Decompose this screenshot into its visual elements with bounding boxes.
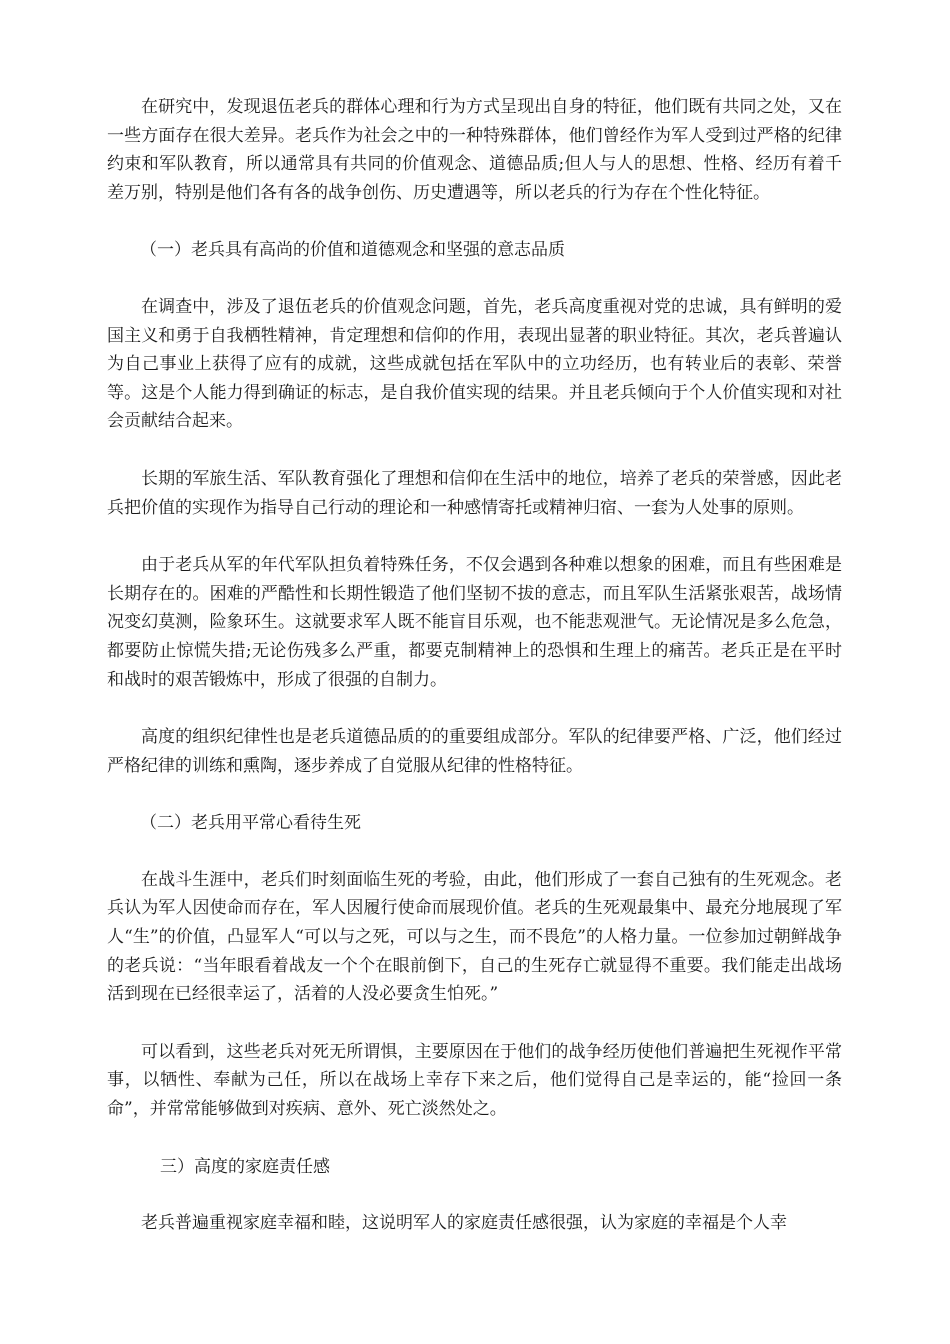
- paragraph-fearless: 可以看到，这些老兵对死无所谓惧，主要原因在于他们的战争经历使他们普遍把生死视作平常事，以牺性、奉献为己任，所以在战场上幸存下来之后，他们觉得自己是幸运的，能“捡回一条命”，并常常能够做到对疾病、意外、死亡淡然处之。: [107, 1041, 842, 1120]
- paragraph-willpower: 由于老兵从军的年代军队担负着特殊任务，不仅会遇到各种难以想象的困难，而且有些困难是长期存在的。困难的严酷性和长期性锻造了他们坚韧不拔的意志，而且军队生活紧张艰苦，战场情况变幻莫测，险象环生。这就要求军人既不能盲目乐观，也不能悲观泄气。无论情况是多么危急，都要防止惊慌失措;无论伤残多么严重，都要克制精神上的恐惧和生理上的痛苦。老兵正是在平时和战时的艰苦锻炼中，形成了很强的自制力。: [107, 555, 842, 690]
- paragraph-values: 在调查中，涉及了退伍老兵的价值观念问题，首先，老兵高度重视对党的忠诚，具有鲜明的爱国主义和勇于自我栖牲精神，肯定理想和信仰的作用，表现出显著的职业特征。其次，老兵普遍认为自己事业上获得了应有的成就，这些成就包括在军队中的立功经历，也有转业后的表彰、荣誉等。这是个人能力得到确证的标志，是自我价值实现的结果。并且老兵倾向于个人价值实现和对社会贡献结合起来。: [107, 296, 842, 432]
- section-heading-2: （二）老兵用平常心看待生死: [140, 813, 361, 834]
- paragraph-discipline: 高度的组织纪律性也是老兵道德品质的的重要组成部分。军队的纪律要严格、广泛，他们经过严格纪律的训练和熏陶，逐步养成了自觉服从纪律的性格特征。: [107, 727, 842, 776]
- section-heading-1: （一）老兵具有高尚的价值和道德观念和坚强的意志品质: [140, 240, 565, 261]
- paragraph-family: 老兵普遍重视家庭幸福和睦，这说明军人的家庭责任感很强，认为家庭的幸福是个人幸: [141, 1213, 787, 1234]
- paragraph-intro: 在研究中，发现退伍老兵的群体心理和行为方式呈现出自身的特征，他们既有共同之处，又在一些方面存在很大差异。老兵作为社会之中的一种特殊群体，他们曾经作为军人受到过严格的纪律约束和军队教育，所以通常具有共同的价值观念、道德品质;但人与人的思想、性格、经历有着千差万别，特别是他们各有各的战争创伤、历史遭遇等，所以老兵的行为存在个性化特征。: [107, 97, 842, 203]
- paragraph-life-death: 在战斗生涯中，老兵们时刻面临生死的考验，由此，他们形成了一套自己独有的生死观念。老兵认为军人因使命而存在，军人因履行使命而展现价值。老兵的生死观最集中、最充分地展现了军人“生”的价值，凸显军人“可以与之死，可以与之生，而不畏危”的人格力量。一位参加过朝鲜战争的老兵说：“当年眼看着战友一个个在眼前倒下，自己的生死存亡就显得不重要。我们能走出战场活到现在已经很幸运了，活着的人没必要贪生怕死。”: [107, 869, 842, 1005]
- section-heading-3: 三）高度的家庭责任感: [160, 1156, 330, 1177]
- document-body: [107, 93, 842, 1238]
- paragraph-military-life: 长期的军旅生活、军队教育强化了理想和信仰在生活中的地位，培养了老兵的荣誉感，因此老兵把价值的实现作为指导自己行动的理论和一种感情寄托或精神归宿、一套为人处事的原则。: [107, 468, 842, 518]
